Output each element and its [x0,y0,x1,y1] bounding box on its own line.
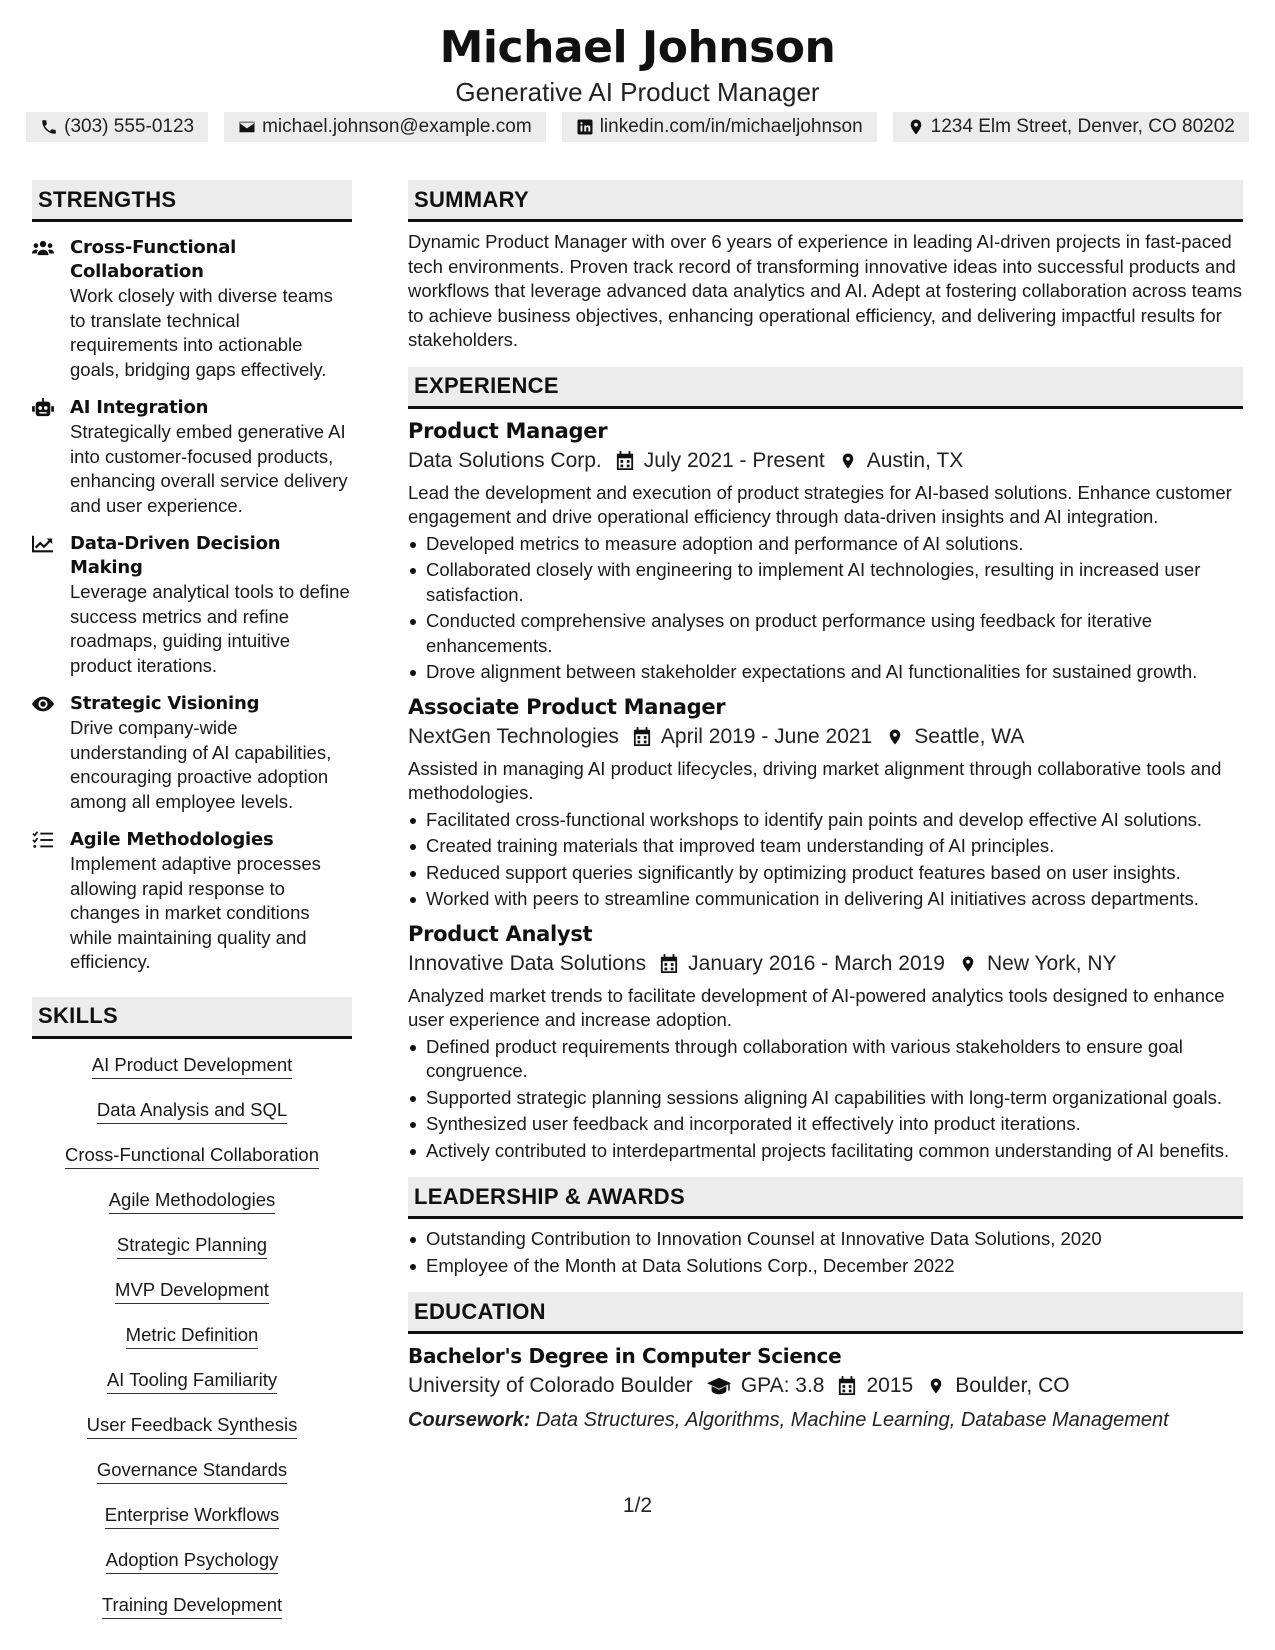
job-desc: Lead the development and execution of product strategies for AI-based solutions. Enhance customer engagement and drive operational efficiency through data-driven insights and AI integration. [408,481,1232,527]
gpa-text: GPA: 3.8 [740,1374,825,1397]
job-entry [408,417,1243,685]
experience-heading: EXPERIENCE [408,367,1243,409]
list-item: Collaborated closely with engineering to implement AI technologies, resulting in increased user satisfaction. [408,558,1243,607]
education-meta [408,1370,1243,1402]
strength-item [32,532,352,678]
strength-item [32,692,352,814]
list-item: Outstanding Contribution to Innovation Counsel at Innovative Data Solutions, 2020 [408,1227,1243,1252]
map-pin-icon [839,451,857,471]
skills-heading: SKILLS [32,997,352,1039]
school-location: Boulder, CO [955,1374,1070,1397]
job-dates: April 2019 - June 2021 [660,724,873,748]
job-bullets [408,808,1243,912]
skill-tag: Strategic Planning [117,1233,267,1259]
skill-tag: Data Analysis and SQL [97,1098,287,1124]
contact-address [893,112,1249,142]
job-title: Associate Product Manager [408,694,726,719]
map-pin-icon [907,118,925,136]
left-column [32,180,352,1638]
list-item: Developed metrics to measure adoption and performance of AI solutions. [408,532,1243,557]
page-number: 1/2 [622,1494,653,1517]
map-pin-icon [927,1376,945,1396]
list-item: Drove alignment between stakeholder expectations and AI functionalities for sustained growth. [408,660,1243,685]
skill-tag: AI Product Development [92,1053,293,1079]
strength-item [32,828,352,975]
school-name: University of Colorado Boulder [408,1374,693,1397]
strength-title: Data-Driven Decision Making [70,533,281,578]
right-column [408,180,1243,1434]
calendar-icon [838,1376,856,1396]
job-entry [408,693,1243,912]
list-item: Employee of the Month at Data Solutions Corp., December 2022 [408,1254,1243,1279]
job-desc: Assisted in managing AI product lifecycles, driving market alignment through collaborative tools and methodologies. [408,757,1222,803]
list-item: Worked with peers to streamline communication in delivering AI initiatives across departments. [408,887,1243,912]
list-item: Facilitated cross-functional workshops to identify pain points and develop effective AI solutions. [408,808,1243,833]
linkedin-icon [576,118,594,136]
summary-text: Dynamic Product Manager with over 6 years of experience in leading AI-driven projects in fast-paced tech environments. Proven track record of transforming innovative ideas into successful products and workflows that leverage advanced data analytics and AI. Adept at fostering collaboration across teams to achieve business objectives, enhancing operational efficiency, and delivering impactful results for stakeholders. [408,231,1243,350]
list-item: Actively contributed to interdepartmental projects facilitating common understanding of AI benefits. [408,1139,1243,1164]
phone-text: (303) 555-0123 [64,116,195,137]
job-title: Product Manager [408,418,608,443]
strength-desc: Strategically embed generative AI into customer-focused products, enhancing overall service delivery and user experience. [70,421,348,516]
skill-tag: User Feedback Synthesis [87,1413,298,1439]
education-entry [408,1342,1243,1434]
list-item: Reduced support queries significantly by optimizing product features based on user insights. [408,861,1243,886]
job-location: New York, NY [986,951,1117,975]
job-entry [408,920,1243,1164]
list-item: Supported strategic planning sessions aligning AI capabilities with long-term organizational goals. [408,1086,1243,1111]
job-bullets [408,1035,1243,1164]
phone-icon [40,118,58,136]
job-desc: Analyzed market trends to facilitate development of AI-powered analytics tools designed to enhance user experience and increase adoption. [408,984,1225,1030]
skill-tag: Enterprise Workflows [105,1503,279,1529]
strength-title: Strategic Visioning [70,693,260,714]
job-meta [408,948,1243,980]
strength-desc: Drive company-wide understanding of AI capabilities, encouraging proactive adoption among all employee levels. [70,717,332,812]
skill-tag: Training Development [102,1593,282,1619]
list-item: Synthesized user feedback and incorporated it effectively into product iterations. [408,1112,1243,1137]
contact-linkedin[interactable] [562,112,877,142]
strengths-heading: STRENGTHS [32,180,352,222]
contact-phone[interactable] [26,112,208,142]
skill-tag: Metric Definition [126,1323,259,1349]
coursework [408,1406,1243,1434]
resume-header [0,20,1275,108]
job-company: Data Solutions Corp. [408,448,602,472]
job-meta [408,445,1243,477]
strength-desc: Implement adaptive processes allowing rapid response to changes in market conditions while maintaining quality and efficiency. [70,853,321,972]
job-dates: July 2021 - Present [643,448,825,472]
job-location: Seattle, WA [914,724,1025,748]
coursework-text: Data Structures, Algorithms, Machine Learning, Database Management [535,1409,1169,1431]
strength-title: Agile Methodologies [70,829,274,850]
calendar-icon [660,954,678,974]
skill-tag: Adoption Psychology [106,1548,279,1574]
envelope-icon [238,118,256,136]
skill-tag: AI Tooling Familiarity [107,1368,277,1394]
job-bullets [408,532,1243,685]
graduation-year: 2015 [866,1374,914,1397]
robot-icon [32,398,54,418]
strength-item [32,236,352,382]
job-title: Product Analyst [408,921,593,946]
users-icon [32,238,54,258]
calendar-icon [616,451,634,471]
map-pin-icon [886,727,904,747]
contact-email[interactable] [224,112,546,142]
education-heading: EDUCATION [408,1292,1243,1334]
list-item: Defined product requirements through collaboration with various stakeholders to ensure goal congruence. [408,1035,1243,1084]
skill-tag: Cross-Functional Collaboration [65,1143,319,1169]
address-text: 1234 Elm Street, Denver, CO 80202 [930,116,1235,137]
strength-desc: Leverage analytical tools to define success metrics and refine roadmaps, guiding intuitive product iterations. [70,581,350,676]
strength-desc: Work closely with diverse teams to translate technical requirements into actionable goals, bridging gaps effectively. [70,285,333,380]
job-company: Innovative Data Solutions [408,951,647,975]
strength-item [32,396,352,518]
degree-title: Bachelor's Degree in Computer Science [408,1344,842,1368]
awards-heading: LEADERSHIP & AWARDS [408,1177,1243,1219]
job-location: Austin, TX [866,448,964,472]
skill-tag: Governance Standards [97,1458,287,1484]
job-company: NextGen Technologies [408,724,619,748]
map-pin-icon [959,954,977,974]
job-meta [408,721,1243,753]
graduation-cap-icon [707,1376,731,1396]
candidate-name: Michael Johnson [439,22,836,73]
list-check-icon [32,830,54,850]
skills-list [32,1053,352,1638]
calendar-icon [633,727,651,747]
skill-tag: Agile Methodologies [109,1188,276,1214]
list-item: Created training materials that improved team understanding of AI principles. [408,834,1243,859]
eye-icon [32,694,54,714]
linkedin-text: linkedin.com/in/michaeljohnson [599,116,863,137]
contact-bar [0,112,1275,142]
list-item: Conducted comprehensive analyses on product performance using feedback for iterative enhancements. [408,609,1243,658]
summary-heading: SUMMARY [408,180,1243,222]
job-dates: January 2016 - March 2019 [688,951,945,975]
email-text: michael.johnson@example.com [262,116,532,137]
chart-line-icon [32,534,54,554]
strength-title: Cross-Functional Collaboration [70,237,237,282]
awards-list [408,1227,1243,1278]
coursework-label: Coursework: [408,1409,531,1431]
skill-tag: MVP Development [115,1278,269,1304]
candidate-title: Generative AI Product Manager [455,77,820,107]
strength-title: AI Integration [70,397,209,418]
